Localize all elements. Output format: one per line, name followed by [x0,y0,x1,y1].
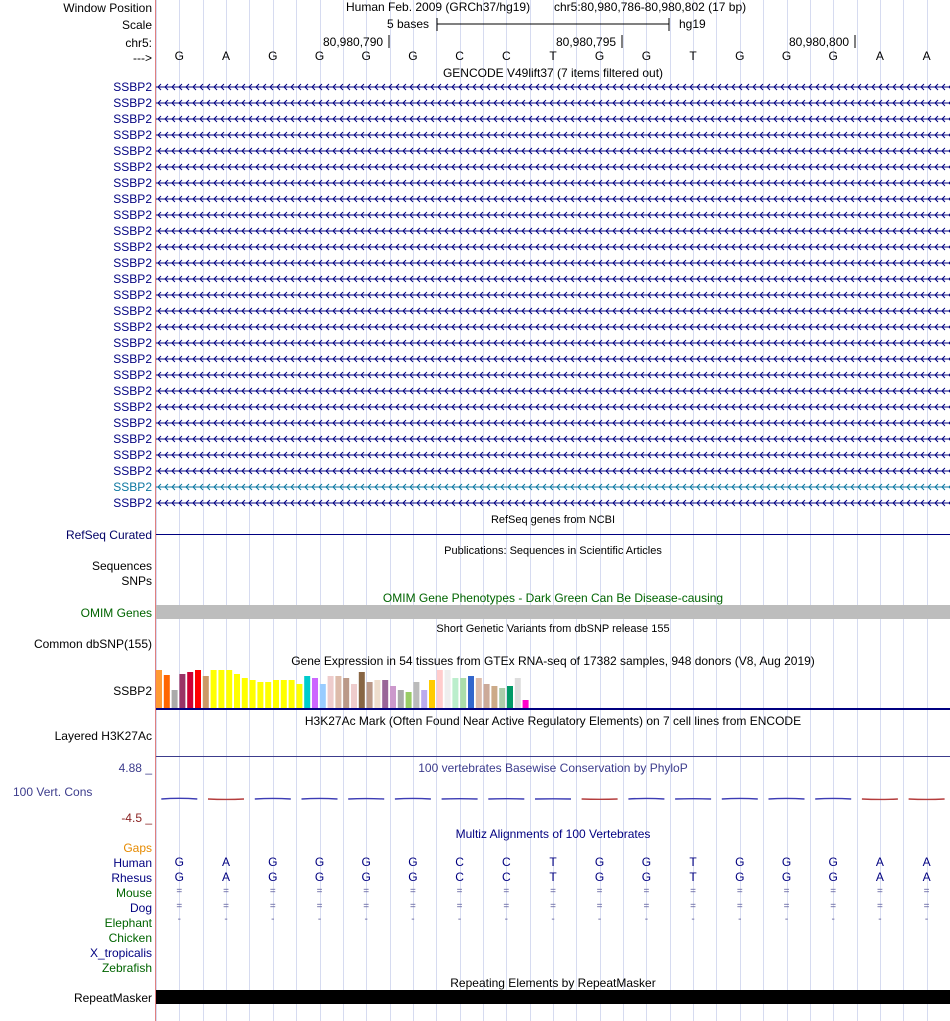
rhesus-base: G [361,870,371,884]
rhesus-base: G [268,870,278,884]
gencode-transcript-label[interactable]: SSBP2 [113,448,152,462]
gencode-transcript-label[interactable]: SSBP2 [113,192,152,206]
human-base: G [361,855,371,869]
elephant-mark: - [738,914,742,925]
mouse-mark: = [503,886,510,897]
dog-mark: = [223,901,229,912]
species-label-gaps[interactable]: Gaps [123,841,152,855]
gtex-title: Gene Expression in 54 tissues from GTEx RNA-seq of 17382 samples, 948 donors (V8, Aug 2019) [291,654,815,668]
dog-mark: = [830,901,837,912]
mouse-mark: = [269,886,276,897]
mouse-mark: = [783,886,790,897]
rhesus-base: T [689,870,697,884]
human-base: T [549,855,557,869]
gencode-transcript-label[interactable]: SSBP2 [113,272,152,286]
human-base: T [689,855,697,869]
mouse-mark: = [830,886,837,897]
gencode-transcript-label[interactable]: SSBP2 [113,496,152,510]
sequence-base: C [455,49,464,63]
sequence-base: T [549,49,557,63]
phylop-score-mark [255,798,291,799]
repeatmasker-title: Repeating Elements by RepeatMasker [450,976,656,990]
rhesus-base: C [455,870,464,884]
species-label-human[interactable]: Human [113,856,152,870]
phylop-score-mark [722,798,758,799]
gencode-transcript-label[interactable]: SSBP2 [113,336,152,350]
gencode-transcript-label[interactable]: SSBP2 [113,368,152,382]
sequence-base: G [268,49,278,63]
human-base: G [641,855,652,869]
species-label-mouse[interactable]: Mouse [115,886,152,900]
sequence-base: G [361,49,371,63]
dog-mark: = [690,901,697,912]
elephant-mark: - [224,914,228,925]
elephant-mark: - [364,914,368,925]
human-base: G [268,855,278,869]
dog-mark: = [409,901,416,912]
dog-mark: = [503,901,510,912]
sequence-base: G [781,49,792,63]
elephant-mark: - [644,914,649,925]
mouse-mark: = [363,886,370,897]
dog-mark: = [876,901,883,912]
species-label-elephant[interactable]: Elephant [104,916,152,930]
species-label-chicken[interactable]: Chicken [108,931,152,945]
db-label: hg19 [679,17,706,31]
gencode-transcript-label[interactable]: SSBP2 [113,256,152,270]
elephant-mark: - [691,914,695,925]
gencode-transcript-label[interactable]: SSBP2 [113,160,152,174]
elephant-mark: - [457,914,462,925]
mouse-mark: = [643,886,650,897]
human-base: A [875,855,884,869]
sequence-base: A [875,49,884,63]
coord-tick-label: 80,980,795 [556,35,617,49]
phylop-score-mark [769,798,805,799]
human-base: G [781,855,792,869]
assembly-label: Human Feb. 2009 (GRCh37/hg19) [346,0,531,14]
publications-snps-label[interactable]: SNPs [121,574,152,588]
mouse-mark: = [409,886,416,897]
gencode-title: GENCODE V49lift37 (7 items filtered out) [442,66,664,80]
species-label-rhesus[interactable]: Rhesus [111,871,152,885]
dog-mark: = [643,901,650,912]
rhesus-base: A [922,870,931,884]
human-base: G [594,855,605,869]
sequence-base: C [501,49,511,63]
gencode-transcript-label[interactable]: SSBP2 [113,224,152,238]
h3k27ac-label[interactable]: Layered H3K27Ac [54,729,152,743]
strand-label: ---> [133,51,152,65]
gtex-label[interactable]: SSBP2 [113,684,152,698]
gencode-transcript-label[interactable]: SSBP2 [113,112,152,126]
dog-mark: = [596,901,603,912]
phylop-score-mark [161,798,197,799]
sequence-base: G [594,49,605,63]
rhesus-base: T [549,870,557,884]
gencode-transcript-label[interactable]: SSBP2 [113,208,152,222]
rhesus-base: G [314,870,325,884]
dog-mark: = [269,901,276,912]
gencode-transcript-label[interactable]: SSBP2 [113,320,152,334]
scale-text: 5 bases [387,17,430,31]
gencode-transcript-label[interactable]: SSBP2 [113,304,152,318]
omim-title: OMIM Gene Phenotypes - Dark Green Can Be Disease-causing [382,591,724,605]
dog-mark: = [923,901,930,912]
coord-tick-label: 80,980,800 [789,35,850,49]
sequence-base: A [922,49,931,63]
sequence-base: G [174,49,184,63]
elephant-mark: - [831,914,835,925]
dog-mark: = [363,901,370,912]
phylop-title: 100 vertebrates Basewise Conservation by PhyloP [418,761,688,775]
dbsnp-title: Short Genetic Variants from dbSNP release 155 [436,623,670,635]
gencode-transcript-label[interactable]: SSBP2 [113,400,152,414]
human-base: C [501,855,511,869]
human-base: G [408,855,418,869]
repeatmasker-label[interactable]: RepeatMasker [73,991,152,1005]
gencode-transcript-label[interactable]: SSBP2 [113,480,152,494]
elephant-mark: - [597,914,602,925]
phylop-score-mark [302,798,338,799]
gencode-transcript-label[interactable]: SSBP2 [113,240,152,254]
species-label-x-tropicalis[interactable]: X_tropicalis [89,946,152,960]
dog-mark: = [456,901,463,912]
elephant-mark: - [177,914,181,925]
publications-sequences-label[interactable]: Sequences [91,559,152,573]
rhesus-base: G [781,870,792,884]
gencode-transcript-label[interactable]: SSBP2 [113,432,152,446]
sequence-base: G [641,49,652,63]
phylop-label[interactable]: 100 Vert. Cons [13,785,93,799]
gencode-transcript-label[interactable]: SSBP2 [113,176,152,190]
elephant-mark: - [504,914,508,925]
mouse-mark: = [316,886,323,897]
elephant-mark: - [924,914,929,925]
dog-mark: = [316,901,323,912]
refseq-title: RefSeq genes from NCBI [490,514,616,526]
dog-mark: = [783,901,790,912]
sequence-base: G [735,49,745,63]
mouse-mark: = [550,886,556,897]
phylop-score-mark [815,798,851,799]
elephant-mark: - [784,914,789,925]
mouse-mark: = [176,886,183,897]
elephant-mark: - [878,914,882,925]
refseq-label[interactable]: RefSeq Curated [65,528,152,542]
window-position-label: Window Position [63,1,152,15]
rhesus-base: G [735,870,745,884]
mouse-mark: = [456,886,463,897]
gencode-transcript-label[interactable]: SSBP2 [113,464,152,478]
sequence-base: T [689,49,697,63]
gencode-transcript-label[interactable]: SSBP2 [113,80,152,94]
gencode-transcript-label[interactable]: SSBP2 [113,96,152,110]
rhesus-base: G [828,870,838,884]
phylop-max-label: 4.88 _ [118,761,152,775]
human-base: G [174,855,184,869]
mouse-mark: = [596,886,603,897]
dog-mark: = [176,901,183,912]
mouse-mark: = [736,886,743,897]
rhesus-base: G [641,870,652,884]
species-label-zebrafish[interactable]: Zebrafish [101,961,152,975]
chrom-label: chr5: [125,36,152,50]
mouse-mark: = [923,886,930,897]
mouse-mark: = [690,886,697,897]
gencode-transcript-label[interactable]: SSBP2 [113,416,152,430]
phylop-score-mark [628,798,664,799]
species-label-dog[interactable]: Dog [129,901,152,915]
publications-title: Publications: Sequences in Scientific Articles [444,545,662,557]
human-base: G [735,855,745,869]
h3k27ac-title: H3K27Ac Mark (Often Found Near Active Regulatory Elements) on 7 cell lines from ENCODE [304,714,802,728]
human-base: C [455,855,464,869]
phylop-min-label: -4.5 _ [121,811,152,825]
rhesus-base: G [594,870,605,884]
dog-mark: = [550,901,556,912]
phylop-score-mark [395,798,431,799]
position-readout: chr5:80,980,786-80,980,802 (17 bp) [554,0,747,14]
gencode-transcript-label[interactable]: SSBP2 [113,384,152,398]
elephant-mark: - [271,914,275,925]
sequence-base: A [221,49,230,63]
gencode-transcript-label[interactable]: SSBP2 [113,352,152,366]
human-base: A [922,855,931,869]
repeatmasker-bar[interactable] [156,990,950,1004]
gencode-transcript-label[interactable]: SSBP2 [113,144,152,158]
dbsnp-label[interactable]: Common dbSNP(155) [33,637,152,651]
human-base: G [314,855,325,869]
mouse-mark: = [876,886,883,897]
dog-mark: = [736,901,743,912]
elephant-mark: - [317,914,322,925]
elephant-mark: - [551,914,555,925]
human-base: A [221,855,230,869]
rhesus-base: A [875,870,884,884]
omim-label[interactable]: OMIM Genes [80,606,152,620]
gencode-transcript-label[interactable]: SSBP2 [113,288,152,302]
rhesus-base: G [174,870,184,884]
rhesus-base: C [501,870,511,884]
sequence-base: G [408,49,418,63]
scale-label: Scale [121,18,152,32]
rhesus-base: A [221,870,230,884]
gencode-transcript-label[interactable]: SSBP2 [113,128,152,142]
human-base: G [828,855,838,869]
sequence-base: G [828,49,838,63]
rhesus-base: G [408,870,418,884]
mouse-mark: = [223,886,229,897]
coord-tick-label: 80,980,790 [323,35,384,49]
multiz-title: Multiz Alignments of 100 Vertebrates [455,827,651,841]
elephant-mark: - [411,914,415,925]
sequence-base: G [314,49,325,63]
